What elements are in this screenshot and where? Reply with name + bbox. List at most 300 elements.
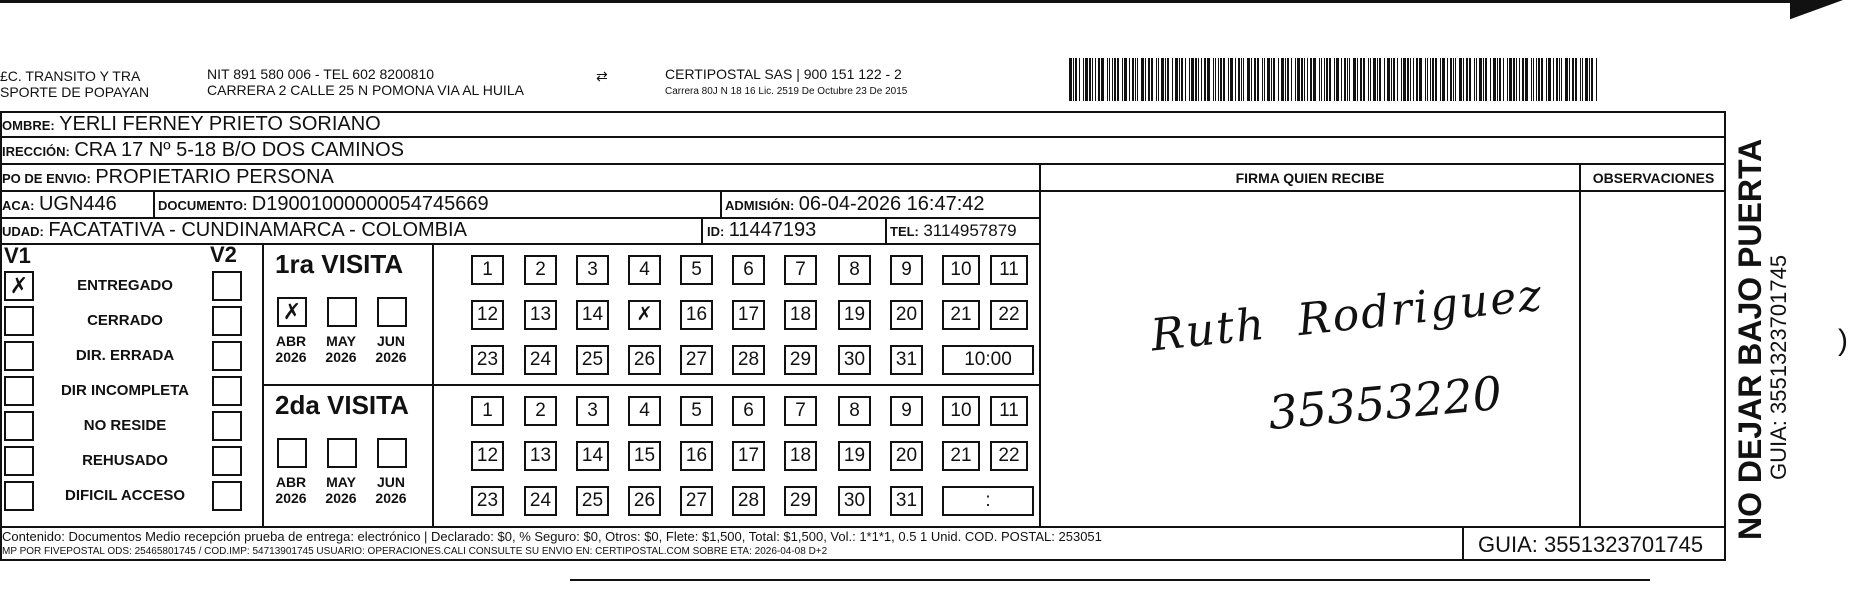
day-box[interactable]: 10 xyxy=(942,396,980,426)
month-label: ABR 2026 xyxy=(275,474,307,506)
barcode-bar xyxy=(1582,58,1583,101)
barcode-bar xyxy=(1485,58,1487,101)
day-box[interactable]: 21 xyxy=(942,441,980,471)
day-box[interactable]: 31 xyxy=(890,345,923,375)
day-box[interactable]: 30 xyxy=(838,486,871,516)
day-box[interactable]: 28 xyxy=(732,486,765,516)
barcode-bar xyxy=(1230,58,1233,101)
day-box[interactable]: 17 xyxy=(732,441,765,471)
day-box[interactable]: 18 xyxy=(784,300,817,330)
barcode-bar xyxy=(1175,58,1178,101)
barcode-bar xyxy=(1112,58,1113,101)
v1-checkbox[interactable] xyxy=(4,411,34,441)
footer-line1: Contenido: Documentos Medio recepción prueba de entrega: electrónico | Declarado: $0, % Seguro: $0, Otros: $0, Flete: $1,500, Total: $1,500, Vol.: 1*1*1, 0.5 1 Unid. COD. POSTAL: 253051 xyxy=(2,529,1102,544)
side-warning-text: NO DEJAR BAJO PUERTA xyxy=(1732,138,1768,540)
sender-line2: SPORTE DE POPAYAN xyxy=(0,84,150,100)
v2-checkbox[interactable] xyxy=(212,376,242,406)
v1-checkbox[interactable]: ✗ xyxy=(4,271,34,301)
direccion-label: IRECCIÓN: xyxy=(2,144,70,159)
barcode-bar xyxy=(1247,58,1250,101)
company-license: Carrera 80J N 18 16 Lic. 2519 De Octubre 23 De 2015 xyxy=(665,86,908,97)
sender-address: CARRERA 2 CALLE 25 N POMONA VIA AL HUILA xyxy=(207,82,524,98)
barcode-bar xyxy=(1122,58,1123,101)
placa-label: ACA: xyxy=(2,198,35,213)
day-box[interactable]: 11 xyxy=(990,255,1028,285)
barcode-bar xyxy=(1167,58,1169,101)
day-box[interactable]: 9 xyxy=(890,255,923,285)
col-observaciones-header: OBSERVACIONES xyxy=(1592,170,1715,186)
day-box[interactable]: 19 xyxy=(838,441,871,471)
v2-checkbox[interactable] xyxy=(212,306,242,336)
col-line xyxy=(1579,163,1581,526)
time-box[interactable]: 10:00 xyxy=(942,345,1034,375)
day-box[interactable]: 14 xyxy=(576,300,609,330)
barcode-bar xyxy=(1319,58,1320,101)
barcode-bar xyxy=(1124,58,1127,101)
visit-title: 2da VISITA xyxy=(275,390,409,420)
status-label: REHUSADO xyxy=(82,452,168,469)
day-box[interactable]: 26 xyxy=(628,486,661,516)
barcode-bar xyxy=(1079,58,1080,101)
day-box[interactable]: 2 xyxy=(524,396,557,426)
barcode-bar xyxy=(1455,58,1456,101)
barcode-bar xyxy=(1591,58,1593,101)
day-box[interactable]: 5 xyxy=(680,396,713,426)
barcode-bar xyxy=(1189,58,1190,101)
day-box[interactable]: 12 xyxy=(471,300,504,330)
footer-line2: MP POR FIVEPOSTAL ODS: 25465801745 / COD.IMP: 54713901745 USUARIO: OPERACIONES.CALI CONSULTE SU ENVIO EN: CERTIPOSTAL.COM SOBRE ETA: 2026-04-08 D+2 xyxy=(2,546,828,557)
day-box[interactable]: 17 xyxy=(732,300,765,330)
barcode-bar xyxy=(1267,58,1270,101)
barcode-bar xyxy=(1493,58,1496,101)
barcode-bar xyxy=(1483,58,1484,101)
col-line xyxy=(432,243,434,526)
month-label: MAY 2026 xyxy=(325,333,357,365)
signature-number: 35353220 xyxy=(1266,365,1505,441)
barcode-bar xyxy=(1569,58,1570,101)
sender-nit: NIT 891 580 006 - TEL 602 8200810 xyxy=(207,66,435,82)
day-box[interactable]: 7 xyxy=(784,255,817,285)
barcode-bar xyxy=(1548,58,1551,101)
col-line xyxy=(262,243,264,526)
day-box[interactable]: 8 xyxy=(838,396,871,426)
barcode-bar xyxy=(1092,58,1093,101)
month-label: MAY 2026 xyxy=(325,474,357,506)
day-box[interactable]: 11 xyxy=(990,396,1028,426)
barcode-bar xyxy=(1347,58,1348,101)
barcode-bar xyxy=(1401,58,1402,101)
barcode-bar xyxy=(1580,58,1581,101)
barcode-bar xyxy=(1516,58,1517,101)
day-box[interactable]: ✗ xyxy=(628,300,661,330)
barcode-bar xyxy=(1519,58,1520,101)
col-line xyxy=(701,217,703,243)
month-checkbox[interactable] xyxy=(327,438,357,468)
barcode-bar xyxy=(1585,58,1588,101)
barcode-bar xyxy=(1238,58,1240,101)
row-line xyxy=(0,136,1726,138)
tel-value: 3114957879 xyxy=(923,221,1017,240)
barcode-bar xyxy=(1341,58,1342,101)
barcode-bar xyxy=(1095,58,1096,101)
field-id xyxy=(707,219,816,242)
field-nombre xyxy=(2,113,381,136)
barcode-bar xyxy=(1295,58,1296,101)
barcode-bar xyxy=(1273,58,1275,101)
barcode-bar xyxy=(1098,58,1100,101)
v2-checkbox[interactable] xyxy=(212,481,242,511)
time-box[interactable]: : xyxy=(942,486,1034,516)
footer-guia: GUIA: 3551323701745 xyxy=(1478,532,1704,557)
v1-checkbox[interactable] xyxy=(4,481,34,511)
day-box[interactable]: 8 xyxy=(838,255,871,285)
v2-checkbox[interactable] xyxy=(212,446,242,476)
barcode-bar xyxy=(1179,58,1180,101)
barcode-bar xyxy=(1241,58,1242,101)
barcode-bar xyxy=(1201,58,1202,101)
barcode-bar xyxy=(1069,58,1072,101)
barcode-bar xyxy=(1559,58,1560,101)
barcode-bar xyxy=(1393,58,1395,101)
barcode-bar xyxy=(1287,58,1289,101)
admision-label: ADMISIÓN: xyxy=(725,198,795,213)
barcode-bar xyxy=(1137,58,1138,101)
day-box[interactable]: 27 xyxy=(680,486,713,516)
barcode-bar xyxy=(1285,58,1286,101)
barcode-bar xyxy=(1141,58,1144,101)
barcode-bar xyxy=(1379,58,1381,101)
barcode-bar xyxy=(1161,58,1164,101)
barcode-bar xyxy=(1334,58,1335,101)
v1-header: V1 xyxy=(4,243,31,268)
sender-line1: £C. TRANSITO Y TRA xyxy=(0,68,141,84)
col-line xyxy=(1039,163,1041,526)
field-admision xyxy=(725,193,985,216)
day-box[interactable]: 20 xyxy=(890,300,923,330)
barcode-bar xyxy=(1251,58,1252,101)
day-box[interactable]: 31 xyxy=(890,486,923,516)
barcode-bar xyxy=(1329,58,1331,101)
signature-name: Ruth Rodriguez xyxy=(1148,269,1546,362)
barcode-bar xyxy=(1271,58,1272,101)
barcode-bar xyxy=(1463,58,1464,101)
barcode-bar xyxy=(1235,58,1236,101)
envio-label: PO DE ENVIO: xyxy=(2,171,91,186)
month-label: JUN 2026 xyxy=(375,333,407,365)
row-line xyxy=(0,243,1040,245)
day-box[interactable]: 25 xyxy=(576,345,609,375)
nombre-value: YERLI FERNEY PRIETO SORIANO xyxy=(59,113,381,135)
day-box[interactable]: 14 xyxy=(576,441,609,471)
field-envio xyxy=(2,166,334,189)
v2-checkbox[interactable] xyxy=(212,271,242,301)
side-guia-text: GUIA: 3551323701745 xyxy=(1766,254,1791,480)
barcode-bar xyxy=(1410,58,1411,101)
day-box[interactable]: 30 xyxy=(838,345,871,375)
barcode-bar xyxy=(1432,58,1434,101)
row-line xyxy=(0,526,1726,528)
day-box[interactable]: 24 xyxy=(524,486,557,516)
barcode-bar xyxy=(1556,58,1558,101)
barcode-bar xyxy=(1073,58,1074,101)
top-border-line xyxy=(0,0,1800,3)
barcode-bar xyxy=(1145,58,1146,101)
day-box[interactable]: 27 xyxy=(680,345,713,375)
barcode-bar xyxy=(1459,58,1462,101)
v2-checkbox[interactable] xyxy=(212,341,242,371)
field-direccion xyxy=(2,139,404,162)
barcode-bar xyxy=(1442,58,1445,101)
day-box[interactable]: 7 xyxy=(784,396,817,426)
barcode-bar xyxy=(1213,58,1214,101)
day-box[interactable]: 1 xyxy=(471,255,504,285)
barcode-bar xyxy=(1301,58,1303,101)
barcode-bar xyxy=(1538,58,1540,101)
barcode-bar xyxy=(1397,58,1398,101)
barcode-bar xyxy=(1181,58,1183,101)
bottom-rule xyxy=(570,579,1650,581)
barcode-bar xyxy=(1215,58,1216,101)
v1-checkbox[interactable] xyxy=(4,376,34,406)
barcode-bar xyxy=(1264,58,1265,101)
col-line xyxy=(1462,526,1464,561)
barcode-bar xyxy=(1507,58,1508,101)
barcode-bar xyxy=(1321,58,1322,101)
barcode-bar xyxy=(1575,58,1577,101)
barcode-bar xyxy=(1304,58,1305,101)
arrows-icon: ⇄ xyxy=(596,68,608,84)
barcode-bar xyxy=(1297,58,1300,101)
status-label: DIR INCOMPLETA xyxy=(60,382,190,399)
barcode-bar xyxy=(1384,58,1385,101)
day-box[interactable]: 25 xyxy=(576,486,609,516)
day-box[interactable]: 16 xyxy=(680,300,713,330)
month-checkbox[interactable] xyxy=(377,438,407,468)
barcode-bar xyxy=(1427,58,1428,101)
col-line xyxy=(885,217,887,243)
barcode-bar xyxy=(1561,58,1562,101)
day-box[interactable]: 6 xyxy=(732,396,765,426)
day-box[interactable]: 3 xyxy=(576,255,609,285)
barcode-bar xyxy=(1469,58,1471,101)
barcode-bar xyxy=(1132,58,1134,101)
barcode-bar xyxy=(1368,58,1369,101)
barcode-bar xyxy=(1344,58,1346,101)
barcode-bar xyxy=(1336,58,1339,101)
barcode-bar xyxy=(1525,58,1528,101)
day-box[interactable]: 2 xyxy=(524,255,557,285)
barcode-bar xyxy=(1262,58,1263,101)
barcode-bar xyxy=(1085,58,1088,101)
field-documento xyxy=(158,193,489,216)
barcode-bar xyxy=(1553,58,1554,101)
barcode-bar xyxy=(1129,58,1130,101)
v1-checkbox[interactable] xyxy=(4,446,34,476)
day-box[interactable]: 12 xyxy=(471,441,504,471)
nombre-label: OMBRE: xyxy=(2,118,55,133)
barcode-bar xyxy=(1107,58,1108,101)
day-box[interactable]: 21 xyxy=(942,300,980,330)
barcode-bar xyxy=(1450,58,1452,101)
status-label: DIR. ERRADA xyxy=(75,347,175,364)
day-box[interactable]: 23 xyxy=(471,345,504,375)
barcode-bar xyxy=(1466,58,1468,101)
barcode-bar xyxy=(1499,58,1501,101)
barcode-bar xyxy=(1158,58,1159,101)
company-name: CERTIPOSTAL SAS | 900 151 122 - 2 xyxy=(665,66,902,82)
barcode-bar xyxy=(1101,58,1104,101)
barcode-bar xyxy=(1589,58,1590,101)
barcode-bar xyxy=(1474,58,1475,101)
barcode-bar xyxy=(1391,58,1392,101)
barcode-bar xyxy=(1254,58,1256,101)
day-box[interactable]: 22 xyxy=(990,441,1028,471)
day-box[interactable]: 22 xyxy=(990,300,1028,330)
barcode-bar xyxy=(1509,58,1512,101)
day-box[interactable]: 6 xyxy=(732,255,765,285)
field-placa xyxy=(2,193,117,216)
barcode-bar xyxy=(1223,58,1225,101)
barcode-bar xyxy=(1117,58,1119,101)
top-corner-mark xyxy=(1790,0,1866,20)
day-box[interactable]: 15 xyxy=(628,441,661,471)
v1-checkbox[interactable] xyxy=(4,341,34,371)
barcode-bar xyxy=(1387,58,1390,101)
barcode-bar xyxy=(1533,58,1534,101)
barcode-bar xyxy=(1185,58,1186,101)
day-box[interactable]: 16 xyxy=(680,441,713,471)
barcode-bar xyxy=(1413,58,1414,101)
month-checkbox[interactable]: ✗ xyxy=(277,297,307,327)
status-label: CERRADO xyxy=(87,312,163,329)
row-line xyxy=(0,163,1726,165)
day-box[interactable]: 29 xyxy=(784,486,817,516)
barcode-bar xyxy=(1565,58,1568,101)
ciudad-label: UDAD: xyxy=(2,224,44,239)
day-box[interactable]: 5 xyxy=(680,255,713,285)
barcode-bar xyxy=(1435,58,1437,101)
barcode-bar xyxy=(1416,58,1418,101)
month-checkbox[interactable] xyxy=(327,297,357,327)
month-checkbox[interactable] xyxy=(277,438,307,468)
barcode-bar xyxy=(1541,58,1543,101)
day-box[interactable]: 9 xyxy=(890,396,923,426)
barcode-bar xyxy=(1204,58,1206,101)
barcode-bar xyxy=(1377,58,1378,101)
barcode-bar xyxy=(1165,58,1166,101)
barcode-bar xyxy=(1419,58,1422,101)
barcode-bar xyxy=(1360,58,1362,101)
ciudad-value: FACATATIVA - CUNDINAMARCA - COLOMBIA xyxy=(48,219,467,241)
barcode-bar xyxy=(1430,58,1431,101)
day-box[interactable]: 19 xyxy=(838,300,871,330)
day-box[interactable]: 13 xyxy=(524,300,557,330)
barcode-bar xyxy=(1307,58,1308,101)
barcode-bar xyxy=(1373,58,1376,101)
barcode-bar xyxy=(1109,58,1110,101)
day-box[interactable]: 3 xyxy=(576,396,609,426)
barcode-bar xyxy=(1363,58,1365,101)
barcode-bar xyxy=(1172,58,1173,101)
day-box[interactable]: 13 xyxy=(524,441,557,471)
day-box[interactable]: 24 xyxy=(524,345,557,375)
id-label: ID: xyxy=(707,224,725,239)
v2-header: V2 xyxy=(210,242,237,267)
v2-checkbox[interactable] xyxy=(212,411,242,441)
barcode-bar xyxy=(1207,58,1210,101)
placa-value: UGN446 xyxy=(38,193,117,215)
barcode-bar xyxy=(1513,58,1515,101)
row-line xyxy=(0,190,1726,192)
tel-label: TEL: xyxy=(890,224,919,239)
documento-value: D19001000000054745669 xyxy=(251,193,489,215)
barcode-bar xyxy=(1228,58,1229,101)
barcode-bar xyxy=(1198,58,1199,101)
barcode-bar xyxy=(1326,58,1328,101)
v1-checkbox[interactable] xyxy=(4,306,34,336)
row-line xyxy=(262,384,1040,386)
barcode-bar xyxy=(1353,58,1356,101)
barcode-bar xyxy=(1243,58,1244,101)
barcode-bar xyxy=(1089,58,1091,101)
barcode-bar xyxy=(1476,58,1477,101)
direccion-value: CRA 17 Nº 5-18 B/O DOS CAMINOS xyxy=(74,139,404,161)
day-box[interactable]: 18 xyxy=(784,441,817,471)
barcode-bar xyxy=(1075,58,1077,101)
day-box[interactable]: 1 xyxy=(471,396,504,426)
id-value: 11447193 xyxy=(728,219,817,241)
barcode-bar xyxy=(1195,58,1197,101)
status-label: DIFICIL ACCESO xyxy=(64,487,185,504)
barcode-bar xyxy=(1220,58,1222,101)
barcode-bar xyxy=(1572,58,1574,101)
day-box[interactable]: 4 xyxy=(628,255,661,285)
barcode-bar xyxy=(1536,58,1537,101)
barcode-bar xyxy=(1453,58,1454,101)
barcode-bar xyxy=(1278,58,1279,101)
month-label: JUN 2026 xyxy=(375,474,407,506)
barcode-bar xyxy=(1425,58,1426,101)
day-box[interactable]: 29 xyxy=(784,345,817,375)
day-box[interactable]: 4 xyxy=(628,396,661,426)
day-box[interactable]: 23 xyxy=(471,486,504,516)
admision-value: 06-04-2026 16:47:42 xyxy=(798,193,985,215)
barcode xyxy=(1069,58,1602,101)
day-box[interactable]: 20 xyxy=(890,441,923,471)
barcode-bar xyxy=(1357,58,1358,101)
day-box[interactable]: 10 xyxy=(942,255,980,285)
barcode-bar xyxy=(1479,58,1482,101)
day-box[interactable]: 26 xyxy=(628,345,661,375)
barcode-bar xyxy=(1313,58,1316,101)
barcode-bar xyxy=(1291,58,1292,101)
barcode-bar xyxy=(1257,58,1259,101)
barcode-bar xyxy=(1407,58,1409,101)
col-line xyxy=(720,190,722,217)
barcode-bar xyxy=(1148,58,1150,101)
status-label: NO RESIDE xyxy=(83,417,167,434)
barcode-bar xyxy=(1156,58,1157,101)
field-ciudad xyxy=(2,219,467,242)
barcode-bar xyxy=(1191,58,1194,101)
barcode-bar xyxy=(1531,58,1532,101)
barcode-bar xyxy=(1522,58,1524,101)
barcode-bar xyxy=(1440,58,1441,101)
month-checkbox[interactable] xyxy=(377,297,407,327)
month-label: ABR 2026 xyxy=(275,333,307,365)
day-box[interactable]: 28 xyxy=(732,345,765,375)
barcode-bar xyxy=(1497,58,1498,101)
